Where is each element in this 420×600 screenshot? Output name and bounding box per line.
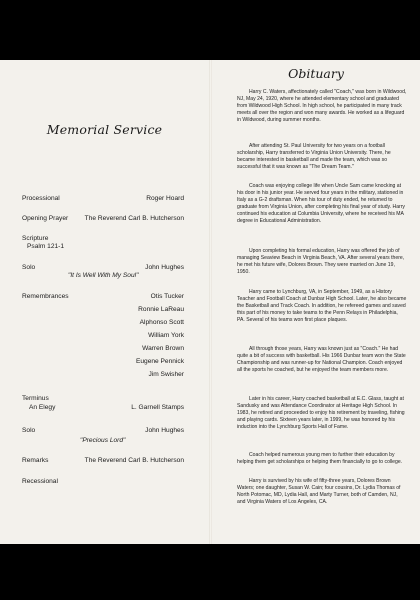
terminus-sub: An Elegy (29, 404, 56, 411)
program-value: John Hughes (145, 427, 184, 434)
program-label: Remembrances (22, 293, 69, 300)
obituary-paragraph: Harry is survived by his wife of fifty-three years, Dolores Brown Waters; one daughter, Susan W. Cain; four cousins, Dr. Lydia Thomas of North Potomac, MD, Lydia Hall, and Marty Turner, both of Camden, NJ, and Virginia Waters of Los Angeles, CA. (237, 478, 401, 506)
remembrance-name: Jim Swisher (148, 371, 184, 378)
program-label: Opening Prayer (22, 215, 69, 222)
remembrance-name: Alphonso Scott (139, 319, 184, 326)
program-value: John Hughes (145, 264, 184, 271)
obituary-paragraph: Harry came to Lynchburg, VA, in September, 1949, as a History Teacher and Football Coach at Dunbar High School. Later, he also became the Basketball and Track Coach. In addition, he refereed games and saved this part of his money to take teams to the Penn Relays in Philadelphia, PA. Several of his teams won first place plaques. (237, 289, 407, 324)
obituary-paragraph: Later in his career, Harry coached basketball at E.C. Glass, taught at Sandusky and was Attendance Coordinator at Heritage High School. In 1983, he retired and proceeded to enjoy his retirement by traveling, fishing and playing cards. Sixteen years later, in 1999, he was honored by his induction into the Lynchburg Sports Hall of Fame. (237, 396, 405, 431)
program-label: Solo (22, 427, 36, 434)
program-label: Processional (22, 195, 60, 202)
program-sheet (0, 60, 420, 544)
program-label: Solo (22, 264, 36, 271)
remembrance-name: Otis Tucker (150, 293, 184, 300)
program-value: The Reverend Carl B. Hutcherson (84, 457, 184, 464)
obituary-paragraph: All through those years, Harry was known just as "Coach." He had quite a bit of success with basketball. His 1966 Dunbar team won the State Championship and was runner-up for National Champion. Coach enjoyed all the sports he coached, but he enjoyed the team members more. (237, 346, 406, 374)
memorial-service-page (0, 60, 209, 544)
obituary-paragraph: Upon completing his formal education, Harry was offered the job of managing Seaview Beach in Virginia Beach, VA. After several years there, he met his future wife, Dolores Brown. They were married on June 19, 1950. (237, 248, 405, 276)
program-value: Roger Hoard (146, 195, 184, 202)
program-label: Remarks (22, 457, 49, 464)
obituary-title: Obituary (288, 66, 344, 81)
program-label: Scripture (22, 235, 49, 242)
memorial-title: Memorial Service (46, 122, 163, 137)
remembrance-name: Ronnie LaReau (138, 306, 184, 313)
obituary-paragraph: Coach helped numerous young men to further their education by helping them get scholarships or helping them financially to go to college. (237, 452, 403, 466)
obituary-page (212, 60, 420, 544)
remembrance-name: William York (148, 332, 184, 339)
obituary-paragraph: Coach was enjoying college life when Uncle Sam came knocking at his door in his junior year. He served four years in the military, stationed in Italy as a G-2 draftsman. When his tour of duty ended, he returned to graduate from Virginia Union, after completing his final year of study. Harry continued his education at Columbia University, where he received his MA degree in Educational Administration. (237, 183, 405, 225)
program-value: L. Garnell Stamps (131, 404, 184, 411)
solo-song-title: "Precious Lord" (80, 437, 126, 444)
program-value: The Reverend Carl B. Hutcherson (84, 215, 184, 222)
solo-song-title: "It Is Well With My Soul" (68, 272, 139, 279)
program-label: Terminus (22, 395, 49, 402)
obituary-paragraph: Harry C. Waters, affectionately called "Coach," was born in Wildwood, NJ, May 24, 1920, where he attended elementary school and graduated from Wildwood High School. In high school, he participated in many track meets all over the region and won many awards. He worked as a lifeguard in Wildwood, during summer months. (237, 89, 407, 124)
remembrance-name: Eugene Pennick (135, 358, 184, 365)
scripture-reference: Psalm 121-1 (27, 243, 65, 250)
program-label: Recessional (22, 478, 58, 485)
remembrance-name: Warren Brown (142, 345, 184, 352)
obituary-paragraph: After attending St. Paul University for two years on a football scholarship, Harry transferred to Virginia Union University. There, he became interested in basketball and made the team, which was so successful that it was known as "The Dream Team." (237, 143, 391, 171)
